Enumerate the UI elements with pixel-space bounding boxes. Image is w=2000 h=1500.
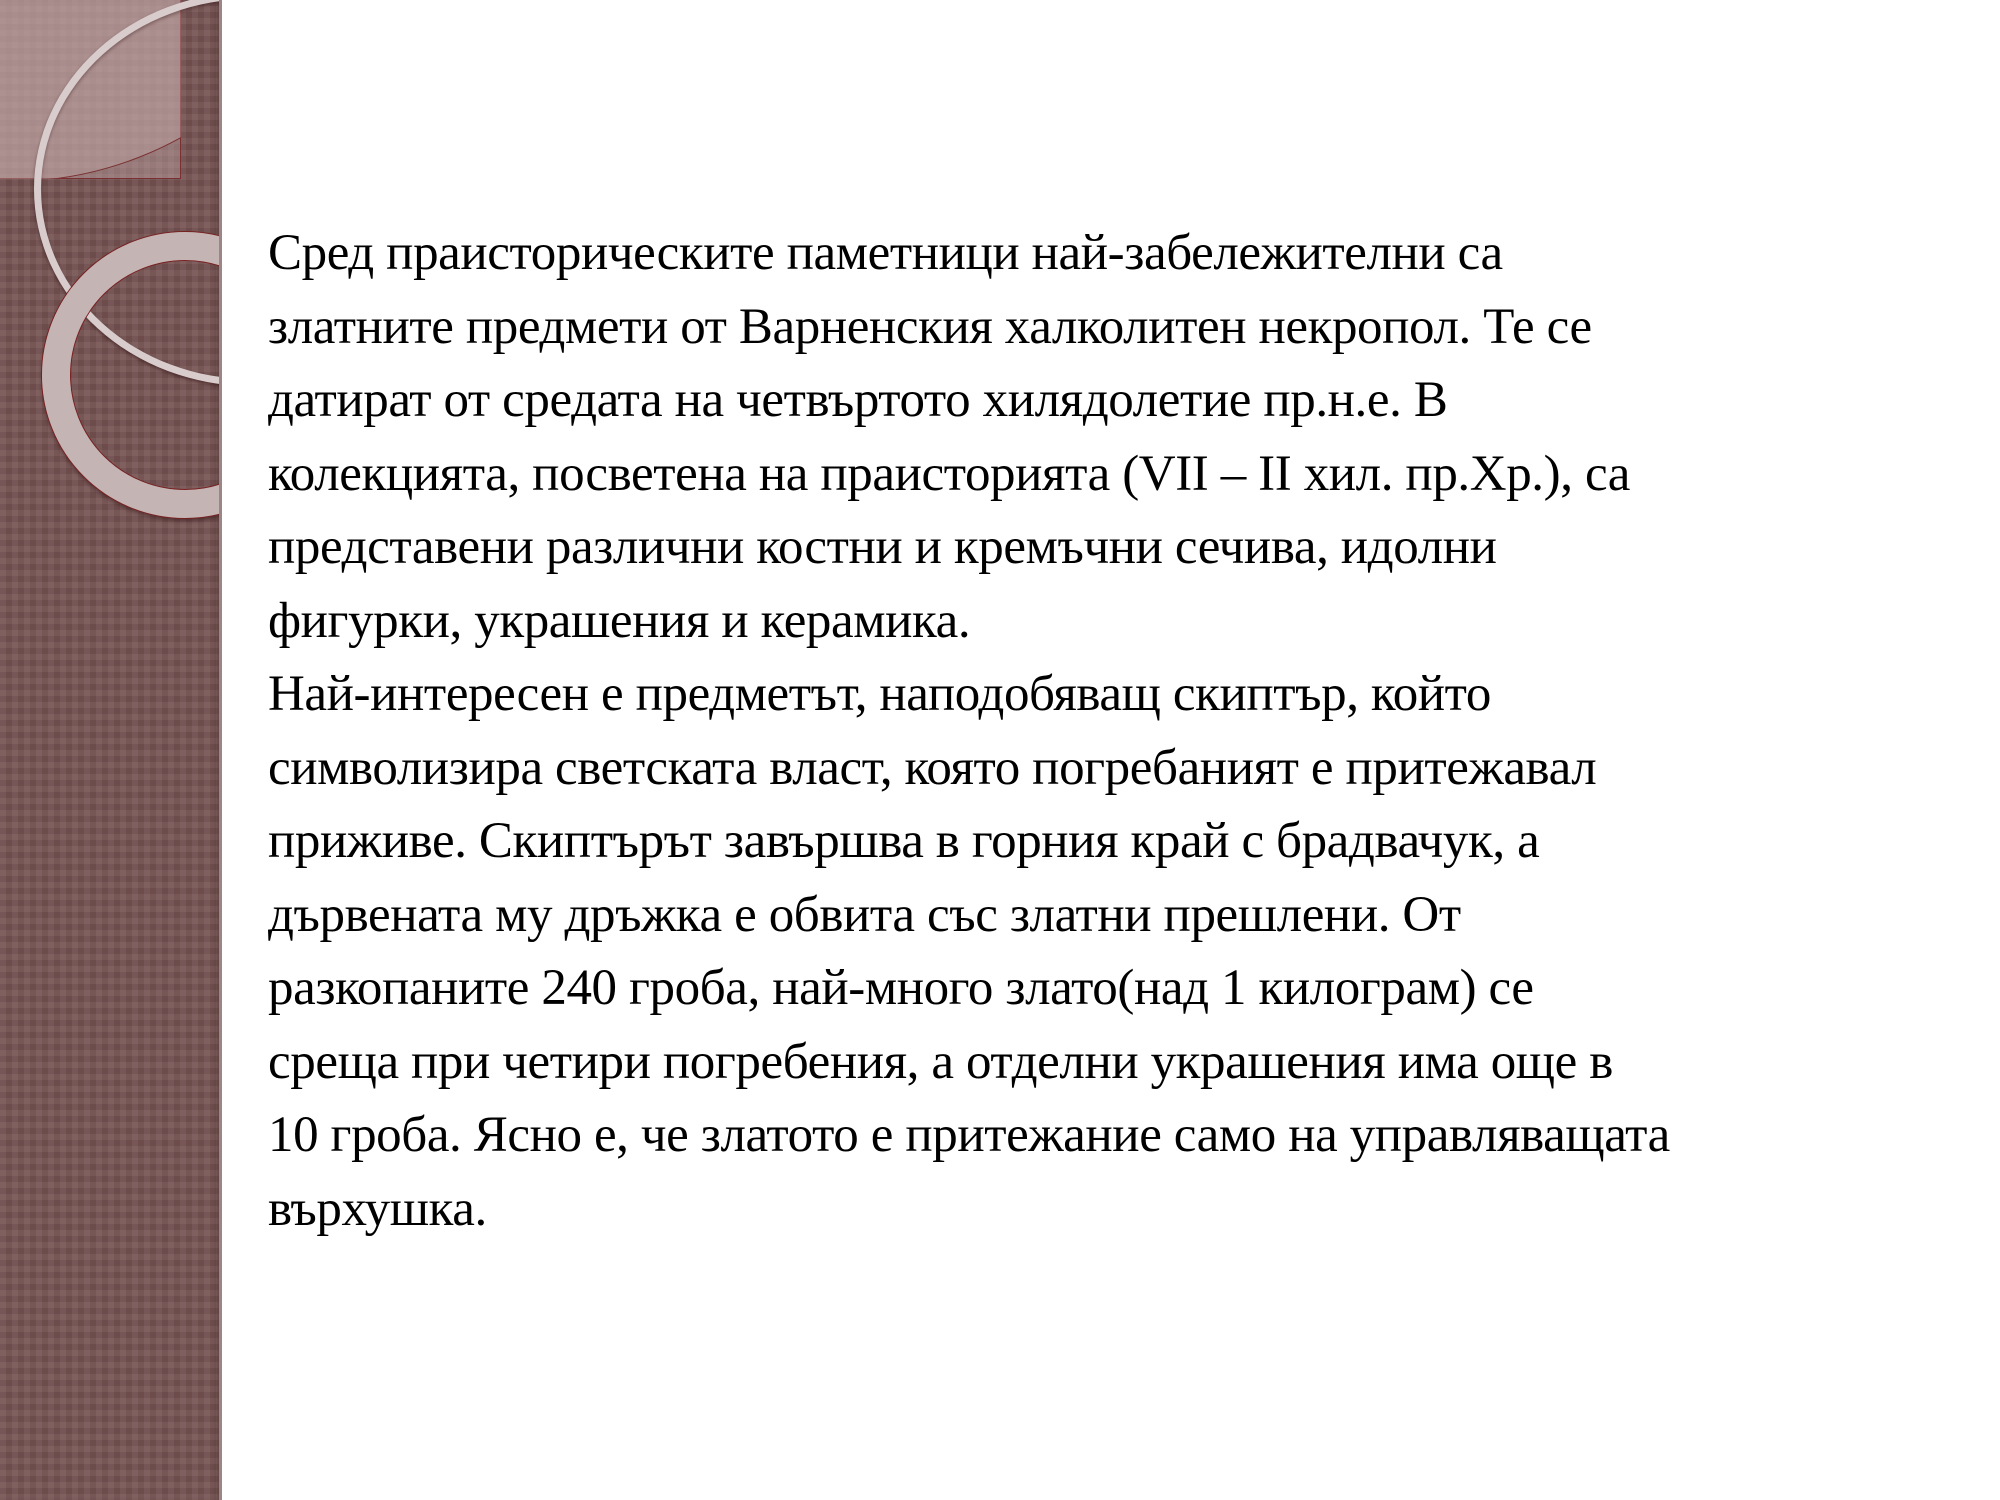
text-line: среща при четири погребения, а отделни украшения има още в	[268, 1033, 1613, 1090]
text-line: колекцията, посветена на праисторията (VII – II хил. пр.Хр.), са	[268, 445, 1631, 502]
sidebar-edge	[219, 0, 222, 1500]
paragraph-scepter	[268, 658, 1988, 1246]
text-line: приживе. Скиптърът завършва в горния край с брадвачук, а	[268, 813, 1540, 869]
text-line: разкопаните 240 гроба, най-много злато(над 1 килограм) се	[268, 960, 1534, 1016]
text-line: Най-интересен е предметът, наподобяващ скиптър, който	[268, 666, 1491, 722]
text-line: дървената му дръжка е обвита със златни прешлени. От	[268, 886, 1461, 943]
paragraph-prehistoric-collection	[268, 217, 1988, 658]
text-line: символизира светската власт, която погребаният е притежавал	[268, 739, 1597, 796]
text-line: фигурки, украшения и керамика.	[268, 592, 971, 649]
text-line: Сред праисторическите паметници най-забележителни са	[268, 225, 1503, 281]
text-line: 10 гроба. Ясно е, че златото е притежание само на управляващата	[268, 1107, 1670, 1163]
text-line: датират от средата на четвъртото хилядолетие пр.н.е. В	[268, 372, 1448, 428]
text-line: върхушка.	[268, 1180, 487, 1237]
decorative-sidebar	[0, 0, 221, 1500]
slide-body-text	[268, 217, 1988, 1246]
text-line: златните предмети от Варненския халколитен некропол. Те се	[268, 298, 1592, 355]
text-line: представени различни костни и кремъчни сечива, идолни	[268, 519, 1497, 575]
